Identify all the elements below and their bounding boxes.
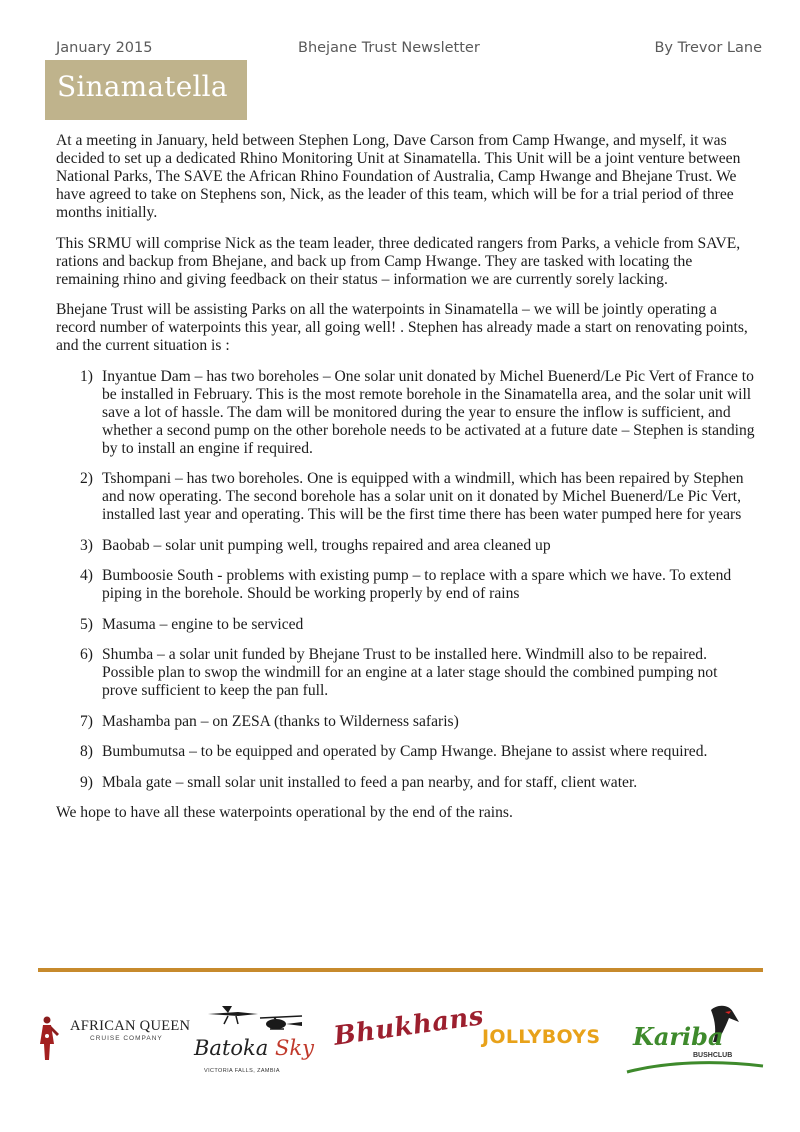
kariba-bushclub-logo [625, 1002, 765, 1078]
jollyboys-name: JOLLYBOYS [482, 1026, 601, 1048]
list-item-text: Bumboosie South - problems with existing pump – to replace with a spare which we have. To extend piping in the borehole. Should be working properly by end of rains [102, 567, 732, 602]
kariba-subtitle: BUSHCLUB [693, 1052, 733, 1059]
list-item-text: Shumba – a solar unit funded by Bhejane Trust to be installed here. Windmill also to be repaired. Possible plan to swop the windmill for an engine at a later stage should the combined pumping not prove sufficient to keep the pan full. [102, 646, 718, 699]
page-header [56, 40, 762, 60]
list-item-text: Tshompani – has two boreholes. One is equipped with a windmill, which has been repaired by Stephen and now operating. The second borehole has a solar unit on it donated by Michel Buenerd/Le Pic Vert, installed last year and operating. This will be the first time there has been water pumped here for years [102, 470, 744, 523]
list-item-number: 3) [80, 536, 93, 554]
list-item [56, 567, 756, 603]
list-item [56, 470, 756, 524]
african-queen-name: AFRICAN QUEEN [70, 1018, 191, 1034]
section-title-band [45, 60, 247, 120]
header-publication: Bhejane Trust Newsletter [298, 40, 480, 56]
list-item-text: Bumbumutsa – to be equipped and operated by Camp Hwange. Bhejane to assist where required. [102, 743, 708, 760]
paragraph-srmu: This SRMU will comprise Nick as the team leader, three dedicated rangers from Parks, a vehicle from SAVE, rations and backup from Bhejane, and back up from Camp Hwange. They are tasked with locating the remaining rhino and giving feedback on their status – information we are currently sorely lacking. [56, 234, 741, 288]
list-item-text: Inyantue Dam – has two boreholes – One solar unit donated by Michel Buenerd/Le Pic Vert of France to be installed in February. This is the most remote borehole in the Sinamatella area, and the solar unit will save a lot of hassle. The dam will be monitored during the year to ensure the inflow is sufficient, and whether a second pump on the other borehole needs to be activated at a future date – Stephen is standing by to install an engine if required. [102, 367, 755, 457]
list-item [56, 537, 756, 555]
african-queen-subtitle: CRUISE COMPANY [90, 1035, 163, 1042]
batoka-sky-name: Batoka Sky [194, 1036, 314, 1060]
batoka-sky-logo [190, 1000, 320, 1080]
list-item-number: 8) [80, 743, 93, 760]
article-body [56, 132, 756, 835]
list-item [56, 368, 756, 458]
list-item-text: Mashamba pan – on ZESA (thanks to Wilderness safaris) [102, 712, 459, 730]
list-item-number: 5) [80, 615, 93, 633]
list-item-number: 6) [80, 646, 93, 663]
paragraph-meeting: At a meeting in January, held between Stephen Long, Dave Carson from Camp Hwange, and myself, it was decided to set up a dedicated Rhino Monitoring Unit at Sinamatella. This Unit will be a joint venture between National Parks, The SAVE the African Rhino Foundation of Australia, Camp Hwange and Bhejane Trust. We have agreed to take on Stephens son, Nick, as the leader of this team, which will be for a trial period of three months initially. [56, 132, 741, 221]
list-item [56, 646, 756, 700]
list-item-number: 1) [80, 367, 93, 385]
african-queen-figure-icon [38, 1014, 60, 1062]
list-item-number: 7) [80, 712, 93, 730]
list-item [56, 713, 756, 731]
list-item-text: Masuma – engine to be serviced [102, 615, 304, 633]
bhukhans-logo [330, 1001, 486, 1066]
footer-divider [38, 968, 763, 972]
waterpoint-list [56, 368, 756, 792]
list-item [56, 774, 756, 792]
kariba-name: Kariba [633, 1022, 724, 1051]
aircraft-icon [198, 1002, 308, 1040]
list-item-number: 2) [80, 470, 93, 487]
list-item-text: Mbala gate – small solar unit installed to feed a pan nearby, and for staff, client water. [102, 773, 638, 791]
list-item-number: 4) [80, 567, 93, 584]
list-item [56, 616, 756, 634]
header-date: January 2015 [56, 40, 153, 56]
header-author: By Trevor Lane [654, 40, 762, 56]
section-title: Sinamatella [57, 70, 228, 103]
list-item [56, 743, 756, 761]
batoka-sky-subtitle: VICTORIA FALLS, ZAMBIA [204, 1068, 280, 1074]
list-item-text: Baobab – solar unit pumping well, troughs repaired and area cleaned up [102, 536, 551, 554]
paragraph-waterpoints-intro: Bhejane Trust will be assisting Parks on all the waterpoints in Sinamatella – we will be jointly operating a record number of waterpoints this year, all going well! . Stephen has already made a start on renovating points, and the current situation is : [56, 301, 748, 354]
list-item-number: 9) [80, 773, 93, 791]
paragraph-closing: We hope to have all these waterpoints operational by the end of the rains. [56, 804, 513, 821]
bhukhans-name: Bhukhans [331, 1001, 486, 1052]
jollyboys-logo [482, 1026, 617, 1054]
african-queen-logo [38, 1010, 191, 1066]
